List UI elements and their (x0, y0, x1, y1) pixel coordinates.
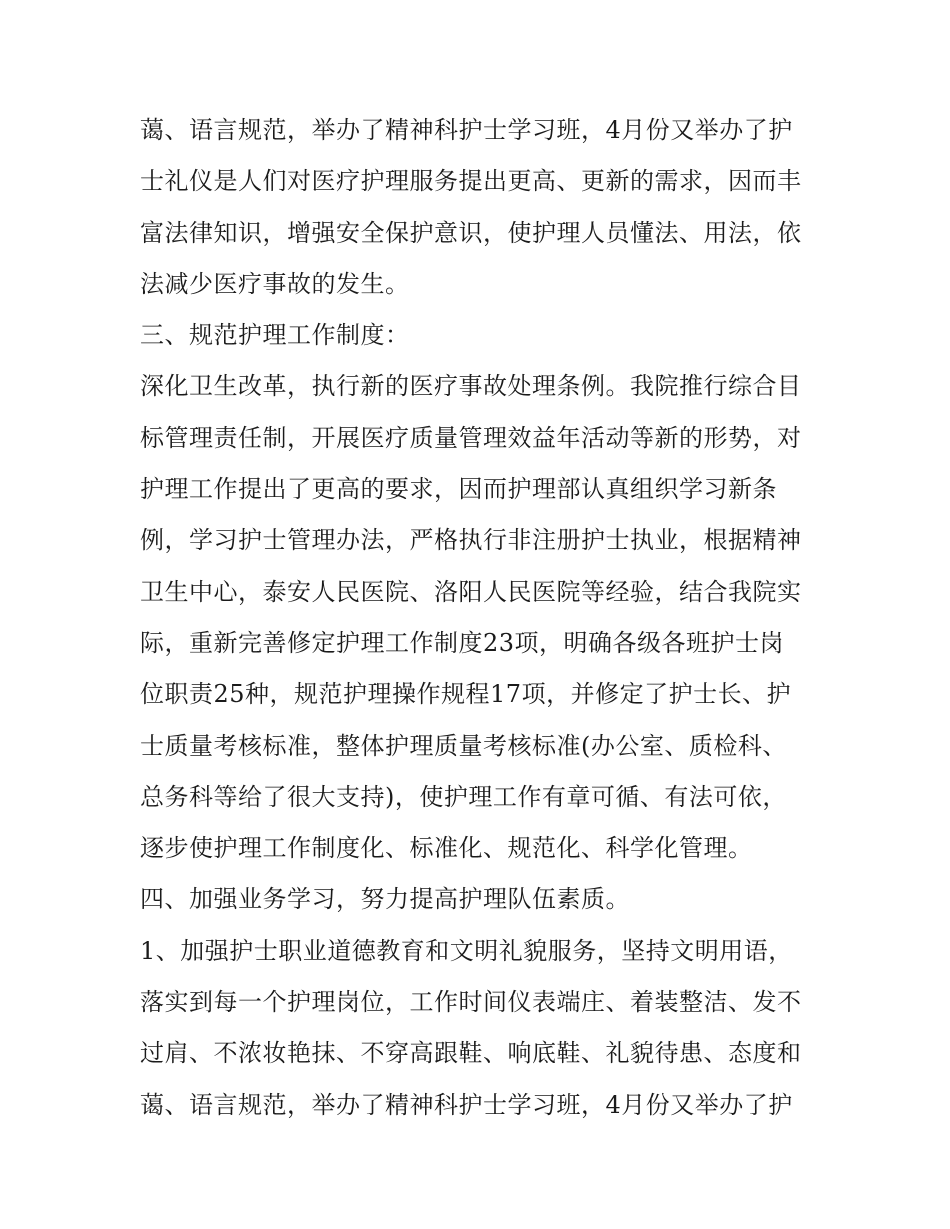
text-line: 卫生中心，泰安人民医院、洛阳人民医院等经验，结合我院实 (140, 577, 802, 606)
text-line: 过肩、不浓妆艳抹、不穿高跟鞋、响底鞋、礼貌待患、态度和 (140, 1039, 802, 1068)
text-line: 士质量考核标准，整体护理质量考核标准(办公室、质检科、 (140, 731, 787, 760)
text-line: 际，重新完善修定护理工作制度23项，明确各级各班护士岗 (140, 628, 785, 657)
section-heading: 三、规范护理工作制度： (140, 321, 410, 350)
section-heading: 四、加强业务学习，努力提高护理队伍素质。 (140, 885, 630, 914)
text-line: 位职责25种，规范护理操作规程17项，并修定了护士长、护 (140, 680, 792, 709)
text-line: 法减少医疗事故的发生。 (140, 269, 410, 298)
text-line: 逐步使护理工作制度化、标准化、规范化、科学化管理。 (140, 834, 753, 863)
text-line: 落实到每一个护理岗位，工作时间仪表端庄、着装整洁、发不 (140, 988, 802, 1017)
text-line: 深化卫生改革，执行新的医疗事故处理条例。我院推行综合目 (140, 372, 802, 401)
text-line: 士礼仪是人们对医疗护理服务提出更高、更新的需求，因而丰 (140, 167, 802, 196)
document-body (140, 105, 820, 1131)
text-line: 蔼、语言规范，举办了精神科护士学习班，4月份又举办了护 (140, 116, 793, 144)
text-line: 总务科等给了很大支持)，使护理工作有章可循、有法可依， (140, 782, 787, 811)
text-line: 护理工作提出了更高的要求，因而护理部认真组织学习新条 (140, 475, 777, 504)
text-line: 蔼、语言规范，举办了精神科护士学习班，4月份又举办了护 (140, 1090, 793, 1119)
text-line: 例，学习护士管理办法，严格执行非注册护士执业，根据精神 (140, 526, 802, 555)
text-line: 标管理责任制，开展医疗质量管理效益年活动等新的形势，对 (140, 423, 802, 452)
text-line: 1、加强护士职业道德教育和文明礼貌服务，坚持文明用语， (140, 936, 793, 965)
text-line: 富法律知识，增强安全保护意识，使护理人员懂法、用法，依 (140, 218, 802, 247)
